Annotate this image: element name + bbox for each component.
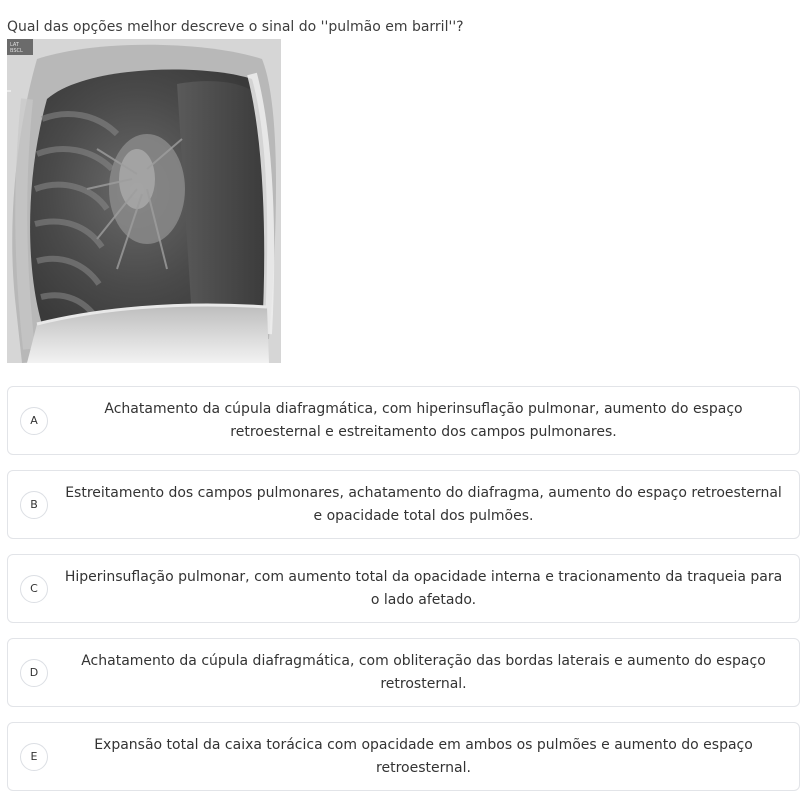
option-letter-badge: A xyxy=(20,407,48,435)
option-text: Achatamento da cúpula diafragmática, com hiperinsuflação pulmonar, aumento do espaço retroesternal e estreitamento dos campos pulmonares. xyxy=(104,400,743,440)
answer-options xyxy=(7,386,800,806)
xray-label-line-1: LAT xyxy=(10,42,19,48)
option-letter-badge: D xyxy=(20,659,48,687)
chest-xray-image xyxy=(7,39,281,363)
option-text: Expansão total da caixa torácica com opacidade em ambos os pulmões e aumento do espaço retroesternal. xyxy=(94,736,753,776)
answer-option-b[interactable] xyxy=(7,470,800,539)
answer-option-a[interactable] xyxy=(7,386,800,455)
answer-option-e[interactable] xyxy=(7,722,800,791)
option-text: Hiperinsuflação pulmonar, com aumento total da opacidade interna e tracionamento da traqueia para o lado afetado. xyxy=(64,568,783,608)
xray-label-line-2: BSCL xyxy=(10,48,23,54)
option-text: Estreitamento dos campos pulmonares, achatamento do diafragma, aumento do espaço retroesternal e opacidade total dos pulmões. xyxy=(65,484,782,524)
answer-option-d[interactable] xyxy=(7,638,800,707)
answer-option-c[interactable] xyxy=(7,554,800,623)
option-letter-badge: B xyxy=(20,491,48,519)
option-letter-badge: C xyxy=(20,575,48,603)
question-text: Qual das opções melhor descreve o sinal do ''pulmão em barril''? xyxy=(7,19,464,35)
option-letter-badge: E xyxy=(20,743,48,771)
option-text: Achatamento da cúpula diafragmática, com obliteração das bordas laterais e aumento do espaço retrosternal. xyxy=(81,652,766,692)
